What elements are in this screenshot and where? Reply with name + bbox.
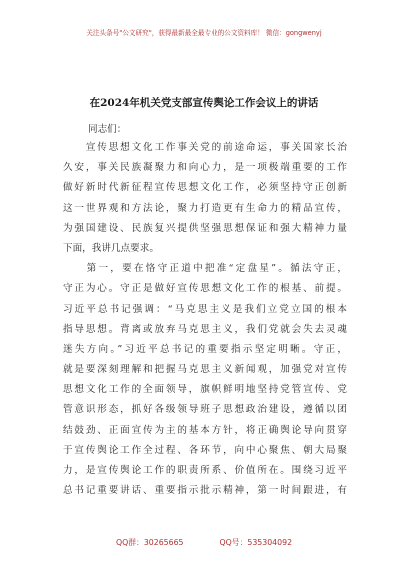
- body-line: 习近平总书记强调：“马克思主义是我们立党立国的根本: [63, 303, 347, 315]
- body-line: 管意识形态，抓好各级领导班子思想政治建设，遵循以团: [63, 404, 347, 416]
- body-line: 下面，我讲几点要求。: [63, 242, 159, 254]
- body-line: 久安，事关民族凝聚力和向心力，是一项极端重要的工作: [63, 162, 347, 174]
- document-body: [63, 138, 347, 501]
- body-line: 总书记重要讲话、重要指示批示精神，第一时间跟进，有: [63, 485, 347, 497]
- qq-account-number: QQ号：535304092: [219, 538, 293, 547]
- body-line: 就是要深刻理解和把握马克思主义新闻观，加强党对宣传: [63, 364, 347, 376]
- body-line: 力，是宣传舆论工作的职责所系、价值所在。围绕习近平: [63, 465, 347, 476]
- body-line: 宣传思想文化工作事关党的前途命运，事关国家长治: [63, 142, 347, 153]
- header-note: 关注头条号"公文研究"，获得最新最全最专业的公文资料库！ 微信：gongwenyj: [86, 29, 322, 37]
- body-line: 思想文化工作的全面领导，旗帜鲜明地坚持党管宣传、党: [63, 384, 347, 396]
- body-line: 于宣传舆论工作全过程、各环节，向中心聚焦、朝大局聚: [63, 444, 347, 456]
- body-line: 第一，要在恪守正道中把准“定盘星”。循法守正，: [63, 263, 347, 275]
- qq-group-number: QQ群：30265665: [115, 538, 184, 547]
- body-line: 指导思想。背离或放弃马克思主义，我们党就会失去灵魂: [63, 323, 347, 335]
- document-title: 在2024年机关党支部宣传舆论工作会议上的讲话: [89, 97, 319, 109]
- body-line: 做好新时代新征程宣传思想文化工作，必须坚持守正创新: [63, 182, 347, 194]
- body-line: 守正为心。守正是做好宣传思想文化工作的根基、前提。: [63, 283, 347, 295]
- body-line: 为强国建设、民族复兴提供坚强思想保证和强大精神力量: [63, 222, 347, 234]
- body-line: 迷失方向。”习近平总书记的重要指示坚定明晰。守正，: [63, 343, 347, 355]
- body-line: 结鼓劲、正面宣传为主的基本方针，将正确舆论导向贯穿: [63, 424, 347, 436]
- salutation: 同志们：: [88, 124, 127, 135]
- body-line: 这一世界观和方法论，聚力打造更有生命力的精品宣传，: [63, 202, 347, 214]
- footer-contact: [0, 537, 408, 548]
